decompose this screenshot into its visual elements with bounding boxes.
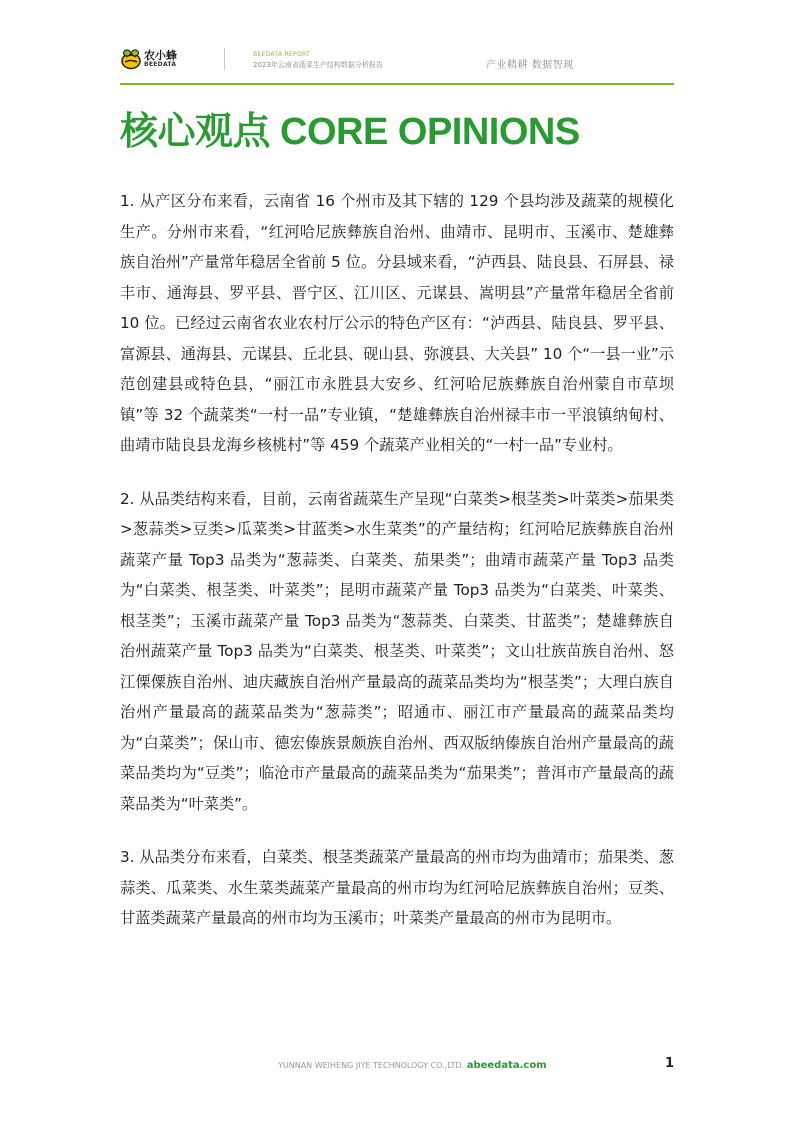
footer-company [278,1060,547,1071]
page-number: 1 [665,1056,675,1071]
bee-logo-icon [120,48,142,70]
opinion-paragraph-1: 1. 从产区分布来看，云南省 16 个州市及其下辖的 129 个县均涉及蔬菜的规模化生产。分州市来看，“红河哈尼族彝族自治州、曲靖市、昆明市、玉溪市、楚雄彝族自治州”产量常年稳居全省前 5 位。分县域来看，“泸西县、陆良县、石屏县、禄丰市、通海县、罗平县、晋宁区、江川区、元谋县、嵩明县”产量常年稳居全省前 10 位。已经过云南省农业农村厅公示的特色产区有：“泸西县、陆良县、罗平县、富源县、通海县、元谋县、丘北县、砚山县、弥渡县、大关县” 10 个“一县一业”示范创建县或特色县，“丽江市永胜县大安乡、红河哈尼族彝族自治州蒙自市草坝镇”等 32 个蔬菜类“一村一品”专业镇，“楚雄彝族自治州禄丰市一平浪镇纳甸村、曲靖市陆良县龙海乡核桃村”等 459 个蔬菜产业相关的“一村一品”专业村。 [120,192,674,454]
opinion-paragraph-2: 2. 从品类结构来看，目前，云南省蔬菜生产呈现“白菜类>根茎类>叶菜类>茄果类>葱蒜类>豆类>瓜菜类>甘蓝类>水生菜类”的产量结构；红河哈尼族彝族自治州蔬菜产量 Top3 品类为“葱蒜类、白菜类、茄果类”；曲靖市蔬菜产量 Top3 品类为“白菜类、根茎类、叶菜类”；昆明市蔬菜产量 Top3 品类为“白菜类、叶菜类、根茎类”；玉溪市蔬菜产量 Top3 品类为“葱蒜类、白菜类、甘蓝类”；楚雄彝族自治州蔬菜产量 Top3 品类为“白菜类、根茎类、叶菜类”；文山壮族苗族自治州、怒江傈僳族自治州、迪庆藏族自治州产量最高的蔬菜品类均为“根茎类”；大理白族自治州产量最高的蔬菜品类为“葱蒜类”；昭通市、丽江市产量最高的蔬菜品类均为“白菜类”；保山市、德宏傣族景颇族自治州、西双版纳傣族自治州产量最高的蔬菜品类均为“豆类”；临沧市产量最高的蔬菜品类为“茄果类”；普洱市产量最高的蔬菜品类为“叶菜类”。 [120,489,674,813]
page-header [0,0,793,84]
report-name-cn: 2023年云南省蔬菜生产结构数据分析报告 [253,61,383,69]
header-slogan: 产业精耕 数据智现 [486,60,574,71]
opinion-paragraph-3: 3. 从品类分布来看，白菜类、根茎类蔬菜产量最高的州市均为曲靖市；茄果类、葱蒜类、瓜菜类、水生菜类蔬菜产量最高的州市均为红河哈尼族彝族自治州；豆类、甘蓝类蔬菜产量最高的州市均为玉溪市；叶菜类产量最高的州市为昆明市。 [120,848,674,927]
logo-text-en: BEEDATA [144,61,177,68]
page-title: 核心观点 CORE OPINIONS [120,111,580,153]
brand-logo [120,46,176,74]
footer-company-name: YUNNAN WEIHENG JIYE TECHNOLOGY CO.,LTD. [278,1061,465,1070]
report-name-en: BEEDATA REPORT [253,51,310,58]
footer-domain-link[interactable]: abeedata.com [466,1060,547,1071]
opinions-body [120,186,674,957]
header-rule [120,83,674,85]
header-divider [224,48,225,70]
logo-text-cn: 农小蜂 [144,49,177,62]
